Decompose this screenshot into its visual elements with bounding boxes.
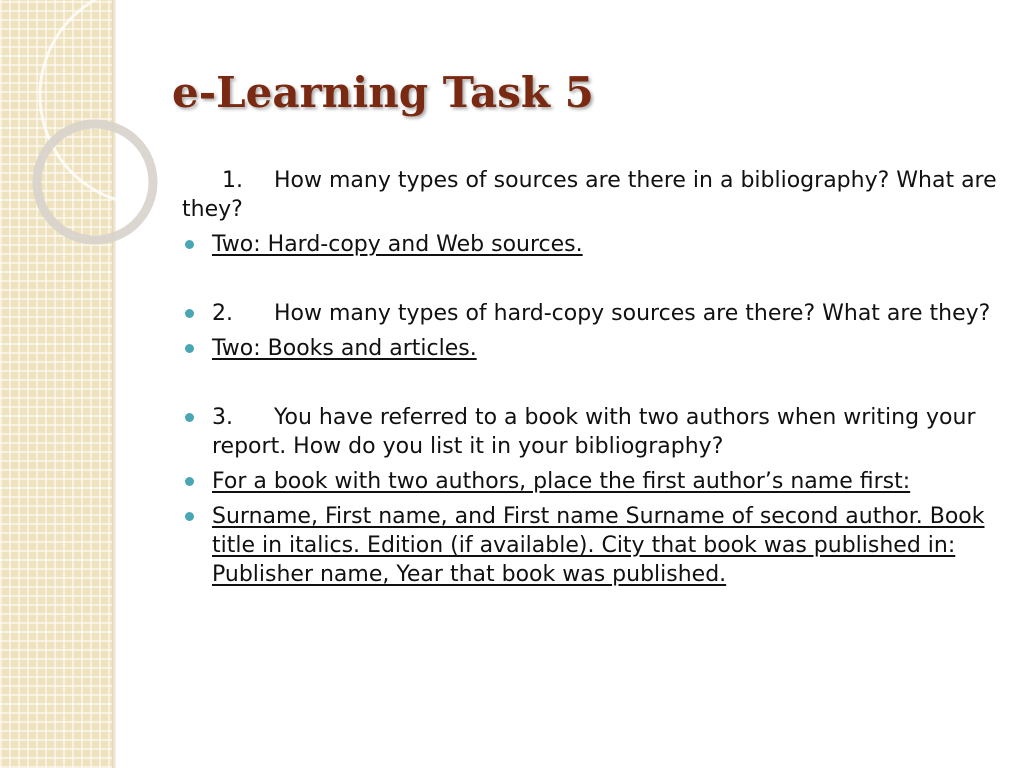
answer-3b-text: Surname, First name, and First name Surname of second author. Book title in italics. Edition (if available). City that book was published in: Publisher name, Year that book was published. — [212, 504, 985, 587]
answer-2 — [182, 334, 997, 363]
bullet-icon — [185, 344, 194, 353]
question-3-text: You have referred to a book with two authors when writing your report. How do you list it in your bibliography? — [212, 405, 976, 459]
answer-3b — [182, 502, 997, 589]
question-1-number: 1. — [222, 168, 243, 193]
sidebar-edge — [112, 0, 116, 768]
question-1-text: How many types of sources are there in a bibliography? What are they? — [182, 168, 997, 222]
question-3-number: 3. — [212, 405, 233, 430]
slide-title: e-Learning Task 5 — [172, 68, 594, 117]
question-2-text: How many types of hard-copy sources are there? What are they? — [274, 301, 991, 326]
answer-3a-text: For a book with two authors, place the first author’s name first: — [212, 469, 911, 494]
bullet-icon — [185, 477, 194, 486]
decorative-sidebar — [0, 0, 112, 768]
question-2-number: 2. — [212, 301, 233, 326]
answer-3a — [182, 467, 997, 496]
bullet-icon — [185, 309, 194, 318]
bullet-icon — [185, 512, 194, 521]
answer-1 — [182, 230, 997, 259]
question-3 — [182, 403, 997, 461]
slide-content — [182, 166, 997, 595]
answer-1-text: Two: Hard-copy and Web sources. — [212, 232, 583, 257]
question-2 — [182, 299, 997, 328]
question-1 — [182, 166, 997, 224]
bullet-icon — [185, 413, 194, 422]
bullet-icon — [185, 240, 194, 249]
answer-2-text: Two: Books and articles. — [212, 336, 477, 361]
